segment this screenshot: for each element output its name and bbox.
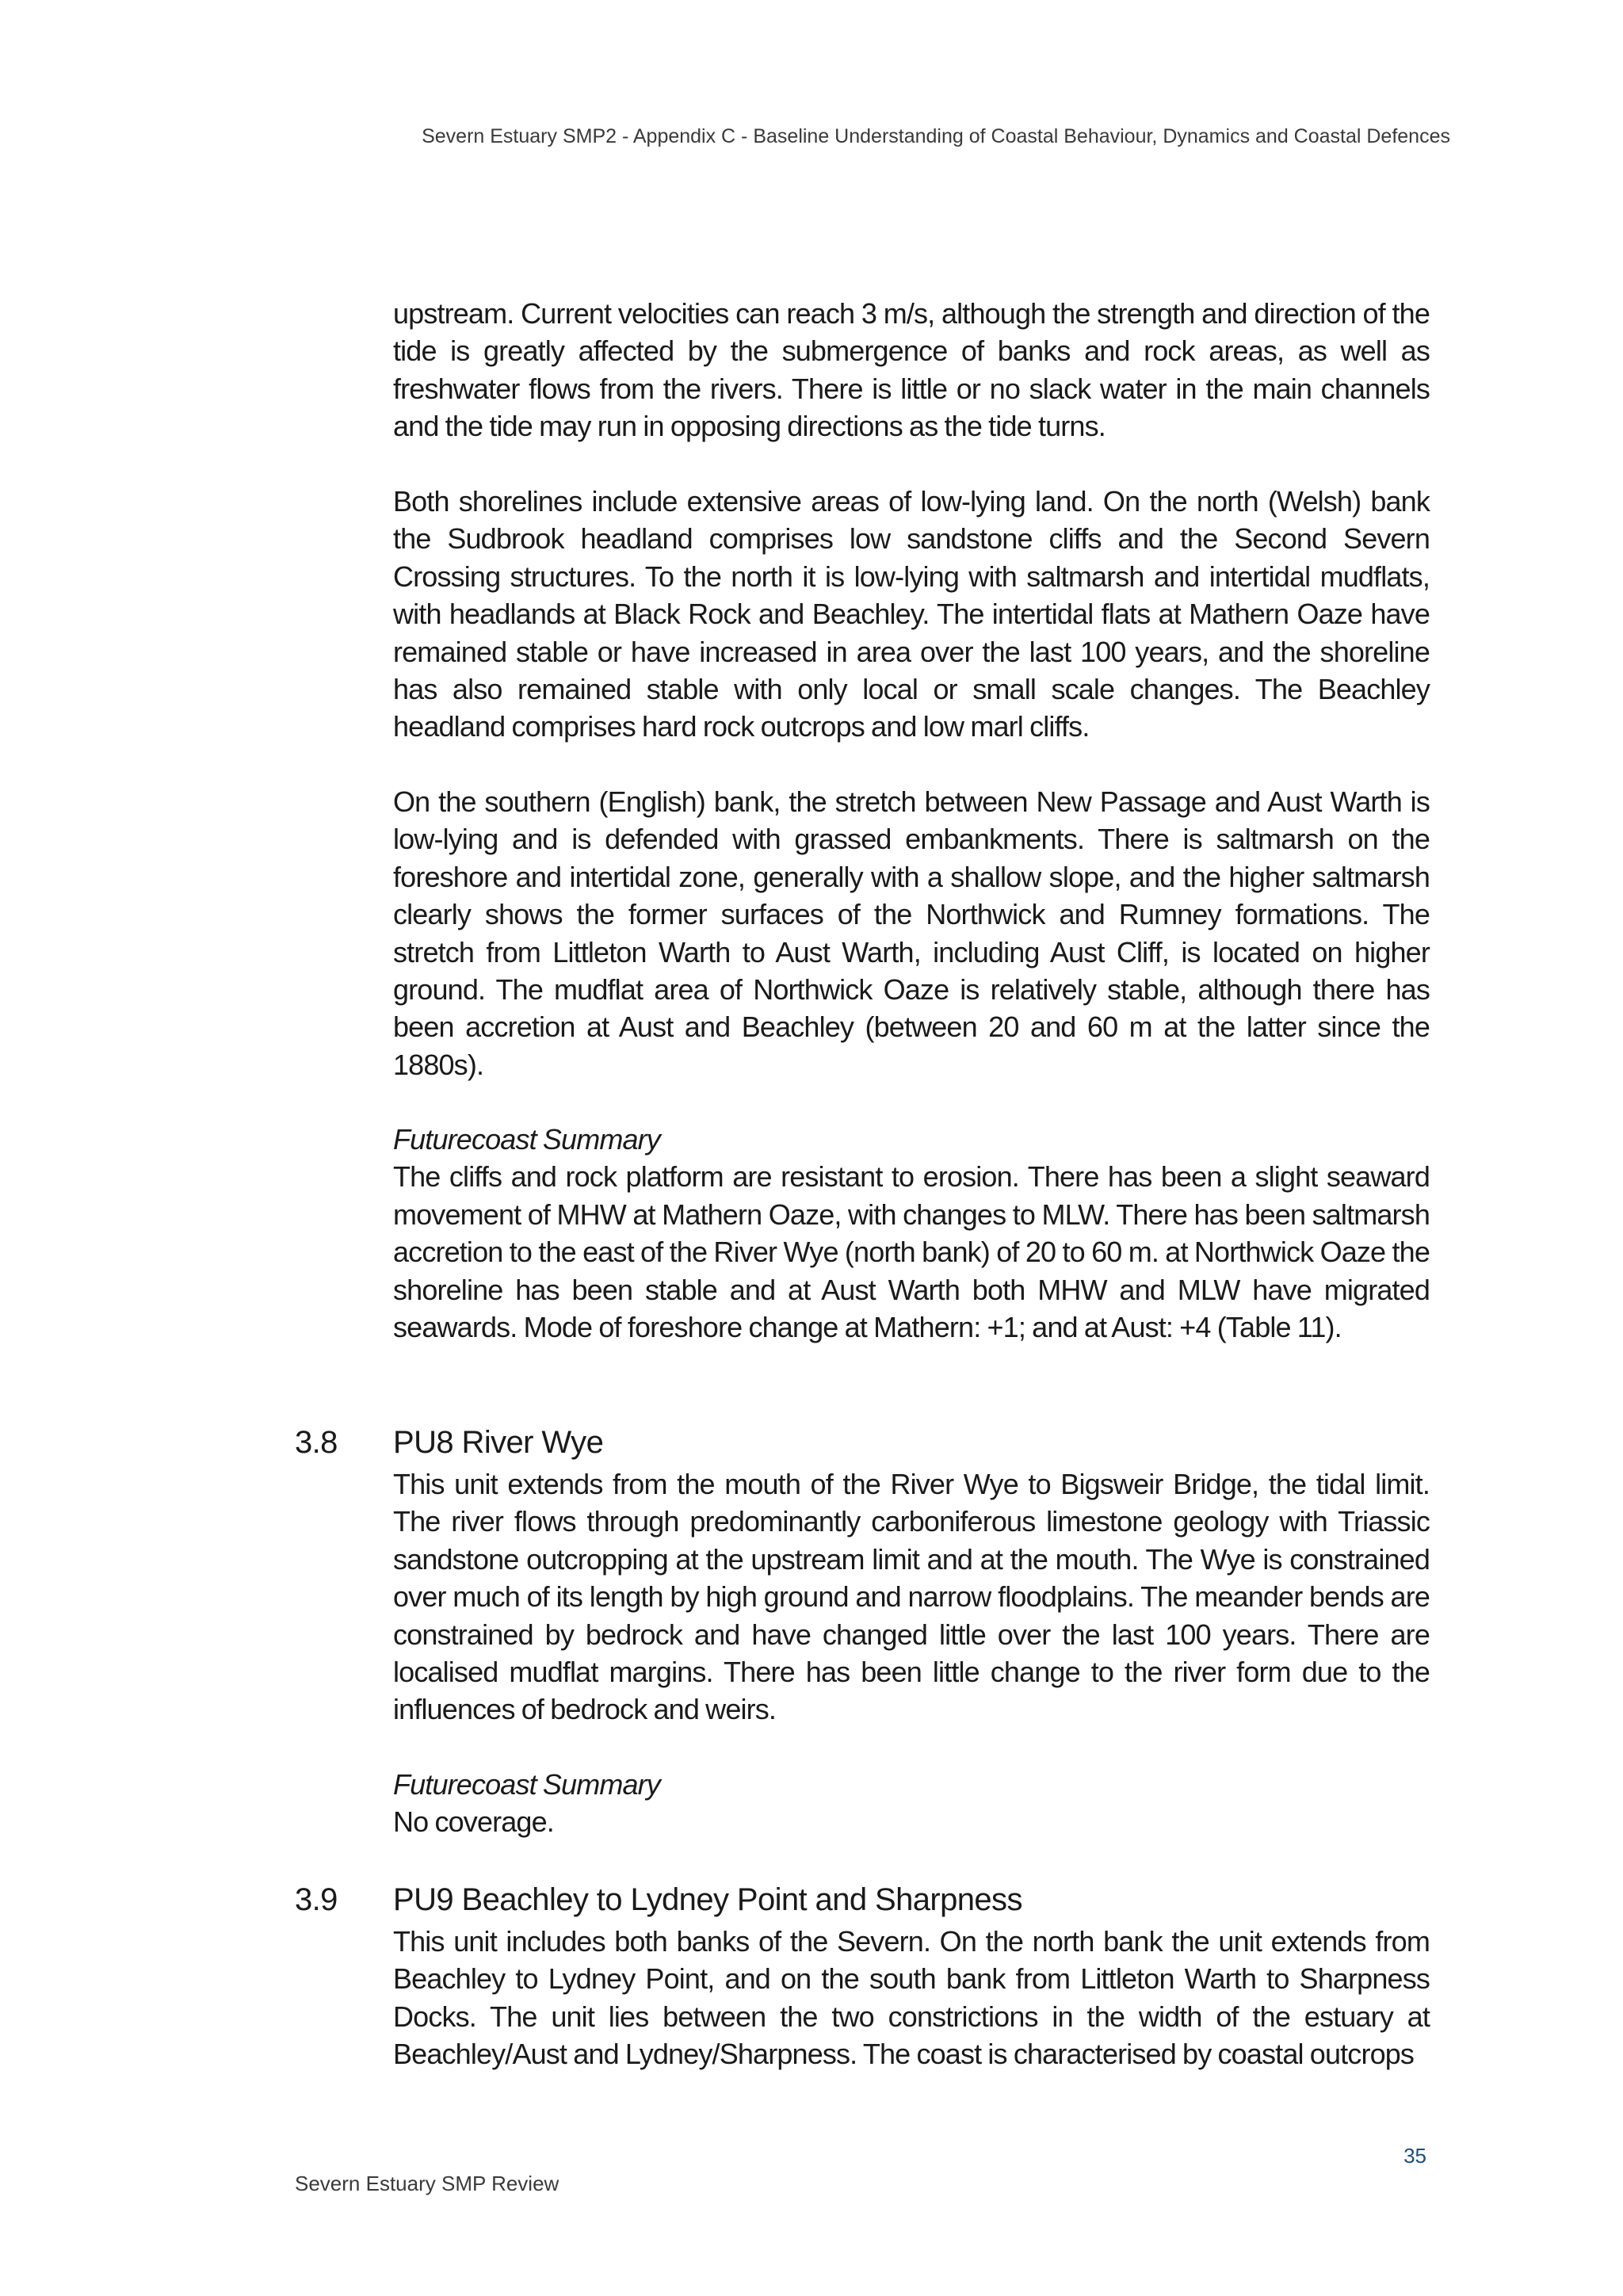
paragraph-river-wye	[393, 1465, 1430, 1729]
section-number: 3.9	[295, 1882, 338, 1917]
paragraph-text: No coverage.	[393, 1805, 554, 1839]
section-title: PU9 Beachley to Lydney Point and Sharpness	[393, 1882, 1022, 1917]
paragraph-text: The cliffs and rock platform are resistant to erosion. There has been a slight seaward movement of MHW at Mathern Oaze, with changes to MLW. There has been saltmarsh accretion to the east of the River Wye (north bank) of 20 to 60 m. at Northwick Oaze the shoreline has been stable and at Aust Warth both MHW and MLW have migrated seawards. Mode of foreshore change at Mathern: +1; and at Aust: +4 (Table 11).	[393, 1160, 1430, 1344]
paragraph-north-bank	[393, 483, 1430, 746]
paragraph-text: Both shorelines include extensive areas of low-lying land. On the north (Welsh) bank the Sudbrook headland comprises low sandstone cliffs and the Second Severn Crossing structures. To the north it is low-lying with saltmarsh and intertidal mudflats, with headlands at Black Rock and Beachley. The intertidal flats at Mathern Oaze have remained stable or have increased in area over the last 100 years, and the shoreline has also remained stable with only local or small scale changes. The Beachley headland comprises hard rock outcrops and low marl cliffs.	[393, 485, 1430, 743]
paragraph-south-bank	[393, 783, 1430, 1083]
paragraph-text: upstream. Current velocities can reach 3 m/s, although the strength and direction of the tide is greatly affected by the submergence of banks and rock areas, as well as freshwater flows from the rivers. There is little or no slack water in the main channels and the tide may run in opposing directions as the tide turns.	[393, 297, 1430, 443]
futurecoast-summary-pu8	[393, 1766, 1430, 1841]
section-title: PU8 River Wye	[393, 1425, 604, 1460]
paragraph-beachley-lydney	[393, 1923, 1430, 2073]
page-number: 35	[1403, 2144, 1426, 2168]
futurecoast-label: Futurecoast Summary	[393, 1768, 660, 1801]
section-number: 3.8	[295, 1425, 338, 1460]
paragraph-text: This unit includes both banks of the Severn. On the north bank the unit extends from Beachley to Lydney Point, and on the south bank from Littleton Warth to Sharpness Docks. The unit lies between the two constrictions in the width of the estuary at Beachley/Aust and Lydney/Sharpness. The coast is characterised by coastal outcrops	[393, 1925, 1430, 2071]
paragraph-tidal-currents	[393, 295, 1430, 445]
futurecoast-summary-pu7	[393, 1121, 1430, 1346]
running-header: Severn Estuary SMP2 - Appendix C - Baseline Understanding of Coastal Behaviour, Dynamics and Coastal Defences	[422, 125, 1450, 147]
futurecoast-label: Futurecoast Summary	[393, 1123, 660, 1156]
running-footer: Severn Estuary SMP Review	[295, 2172, 559, 2195]
paragraph-text: This unit extends from the mouth of the River Wye to Bigsweir Bridge, the tidal limit. The river flows through predominantly carboniferous limestone geology with Triassic sandstone outcropping at the upstream limit and at the mouth. The Wye is constrained over much of its length by high ground and narrow floodplains. The meander bends are constrained by bedrock and have changed little over the last 100 years. There are localised mudflat margins. There has been little change to the river form due to the influences of bedrock and weirs.	[393, 1468, 1430, 1726]
paragraph-text: On the southern (English) bank, the stretch between New Passage and Aust Warth is low-lying and is defended with grassed embankments. There is saltmarsh on the foreshore and intertidal zone, generally with a shallow slope, and the higher saltmarsh clearly shows the former surfaces of the Northwick and Rumney formations. The stretch from Littleton Warth to Aust Warth, including Aust Cliff, is located on higher ground. The mudflat area of Northwick Oaze is relatively stable, although there has been accretion at Aust and Beachley (between 20 and 60 m at the latter since the 1880s).	[393, 785, 1430, 1081]
